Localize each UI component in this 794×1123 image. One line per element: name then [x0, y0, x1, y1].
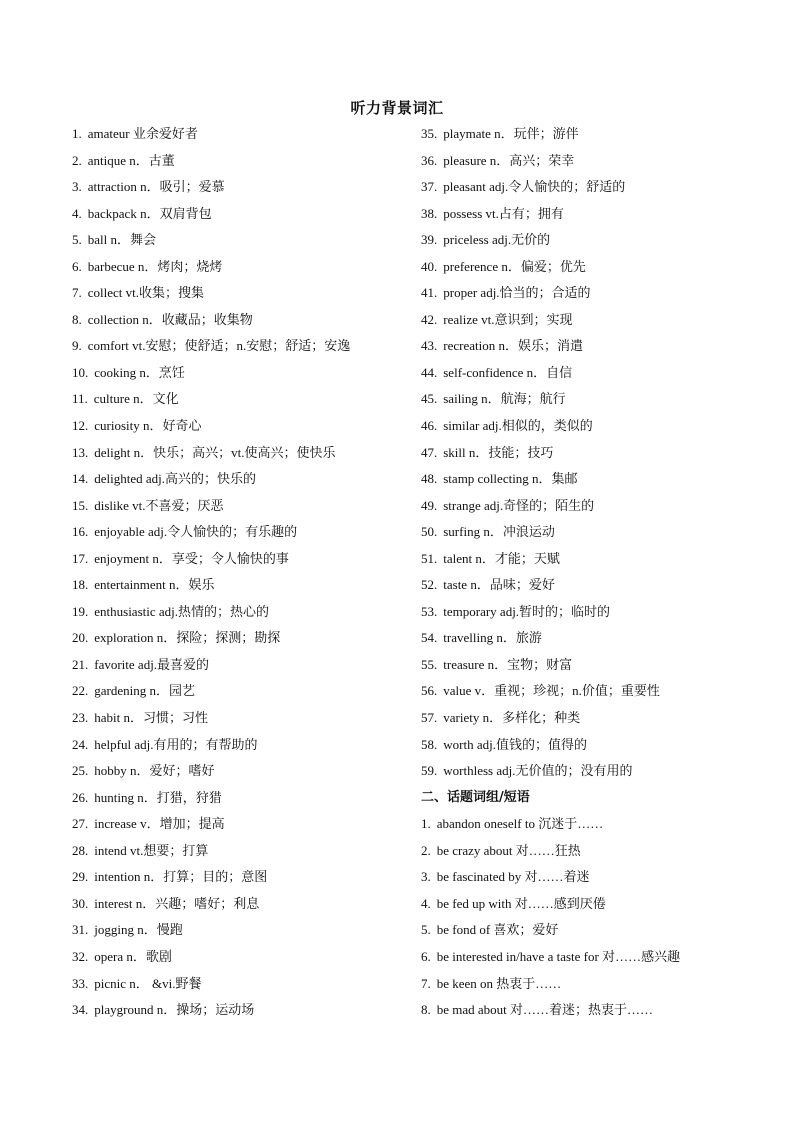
list-item [421, 148, 751, 175]
list-item [72, 519, 412, 546]
list-item [72, 413, 412, 440]
item-text: collection n．收藏品；收集物 [87, 311, 253, 327]
item-number: 22 . [72, 678, 88, 705]
item-number: 36 . [421, 148, 437, 175]
item-number: 1 . [72, 121, 82, 148]
item-text: gardening n．园艺 [94, 683, 195, 699]
item-text: enjoyable adj.令人愉快的；有乐趣的 [94, 524, 298, 540]
list-item [421, 971, 751, 998]
vocabulary-column-left [72, 121, 412, 1024]
item-text: ball n．舞会 [87, 232, 156, 248]
item-number: 27 . [72, 811, 88, 838]
list-item [421, 360, 751, 387]
list-item [421, 838, 751, 865]
list-item [72, 386, 412, 413]
item-text: similar adj.相似的，类似的 [443, 418, 593, 434]
list-item [72, 572, 412, 599]
item-number: 59 . [421, 758, 437, 785]
list-item [72, 360, 412, 387]
item-text: increase v．增加；提高 [94, 816, 225, 832]
list-item [72, 148, 412, 175]
item-number: 11 . [72, 386, 88, 413]
item-text: delight n．快乐；高兴；vt.使高兴；使快乐 [94, 444, 336, 460]
item-text: treasure n．宝物；财富 [443, 656, 573, 672]
item-number: 17 . [72, 546, 88, 573]
list-item [421, 201, 751, 228]
item-text: cooking n．烹饪 [94, 364, 185, 380]
list-item [421, 280, 751, 307]
item-text: backpack n．双肩背包 [87, 205, 212, 221]
list-item [72, 864, 412, 891]
list-item [72, 227, 412, 254]
item-number: 45 . [421, 386, 437, 413]
item-number: 4 . [421, 891, 431, 918]
item-number: 52 . [421, 572, 437, 599]
list-item [421, 254, 751, 281]
item-number: 7 . [72, 280, 82, 307]
item-number: 57 . [421, 705, 437, 732]
item-number: 30 . [72, 891, 88, 918]
item-text: enjoyment n．享受；令人愉快的事 [94, 550, 289, 566]
list-item [421, 678, 751, 705]
item-text: enthusiastic adj.热情的；热心的 [94, 603, 270, 619]
item-text: strange adj.奇怪的；陌生的 [443, 497, 595, 513]
item-number: 25 . [72, 758, 88, 785]
item-text: travelling n．旅游 [443, 630, 542, 646]
list-item [421, 572, 751, 599]
list-item [421, 307, 751, 334]
item-number: 35 . [421, 121, 437, 148]
list-item [72, 785, 412, 812]
list-item [421, 493, 751, 520]
item-number: 58 . [421, 732, 437, 759]
item-number: 56 . [421, 678, 437, 705]
list-item [421, 652, 751, 679]
list-item [72, 732, 412, 759]
item-text: realize vt.意识到；实现 [443, 311, 573, 327]
list-item [72, 546, 412, 573]
item-text: be fed up with 对……感到厌倦 [436, 895, 606, 911]
item-number: 14 . [72, 466, 88, 493]
item-text: taste n．品味；爱好 [443, 577, 555, 593]
item-text: favorite adj.最喜爱的 [94, 656, 210, 672]
item-number: 18 . [72, 572, 88, 599]
item-number: 12 . [72, 413, 88, 440]
list-item [72, 440, 412, 467]
item-number: 34 . [72, 997, 88, 1024]
item-text: helpful adj.有用的；有帮助的 [94, 736, 258, 752]
list-item [421, 891, 751, 918]
item-number: 31 . [72, 917, 88, 944]
item-number: 29 . [72, 864, 88, 891]
list-item [421, 944, 751, 971]
item-number: 48 . [421, 466, 437, 493]
list-item [72, 466, 412, 493]
item-text: collect vt.收集；搜集 [87, 285, 205, 301]
item-text: possess vt.占有；拥有 [443, 205, 564, 221]
list-item [72, 811, 412, 838]
list-item [72, 944, 412, 971]
item-text: self-confidence n．自信 [443, 364, 573, 380]
item-number: 26 . [72, 785, 88, 812]
item-text: be crazy about 对……狂热 [436, 842, 581, 858]
item-number: 33 . [72, 971, 88, 998]
item-number: 46 . [421, 413, 437, 440]
item-number: 44 . [421, 360, 437, 387]
list-item [72, 917, 412, 944]
item-number: 2 . [72, 148, 82, 175]
list-item [421, 174, 751, 201]
item-number: 20 . [72, 625, 88, 652]
list-item [72, 201, 412, 228]
list-item [421, 227, 751, 254]
item-number: 2 . [421, 838, 431, 865]
item-number: 5 . [421, 917, 431, 944]
item-text: pleasant adj.令人愉快的；舒适的 [443, 179, 626, 195]
item-number: 49 . [421, 493, 437, 520]
list-item [421, 440, 751, 467]
item-number: 4 . [72, 201, 82, 228]
item-number: 55 . [421, 652, 437, 679]
list-item [421, 811, 751, 838]
item-number: 16 . [72, 519, 88, 546]
item-number: 13 . [72, 440, 88, 467]
item-number: 47 . [421, 440, 437, 467]
item-number: 9 . [72, 333, 82, 360]
item-number: 42 . [421, 307, 437, 334]
item-text: hobby n．爱好；嗜好 [94, 763, 215, 779]
item-number: 32 . [72, 944, 88, 971]
item-text: exploration n．探险；探测；勘探 [94, 630, 281, 646]
item-text: playmate n．玩伴；游伴 [443, 126, 579, 141]
item-text: surfing n．冲浪运动 [443, 524, 555, 540]
item-number: 21 . [72, 652, 88, 679]
item-text: hunting n．打猎，狩猎 [94, 789, 222, 805]
item-number: 28 . [72, 838, 88, 865]
item-number: 53 . [421, 599, 437, 626]
item-number: 6 . [421, 944, 431, 971]
item-text: entertainment n．娱乐 [94, 577, 215, 593]
list-item [421, 997, 751, 1024]
item-number: 1 . [421, 811, 431, 838]
list-item [72, 705, 412, 732]
list-item [72, 652, 412, 679]
list-item [421, 599, 751, 626]
item-number: 24 . [72, 732, 88, 759]
list-item [72, 758, 412, 785]
list-item [72, 333, 412, 360]
list-item [421, 519, 751, 546]
item-text: sailing n．航海；航行 [443, 391, 566, 407]
item-text: barbecue n．烤肉；烧烤 [87, 258, 223, 274]
item-text: temporary adj.暂时的；临时的 [443, 603, 611, 619]
item-text: be fond of 喜欢；爱好 [436, 922, 559, 938]
item-number: 8 . [72, 307, 82, 334]
item-number: 15 . [72, 493, 88, 520]
item-text: intend vt.想要；打算 [94, 842, 209, 858]
list-item [421, 705, 751, 732]
list-item [421, 546, 751, 573]
item-number: 41 . [421, 280, 437, 307]
item-number: 40 . [421, 254, 437, 281]
item-text: be fascinated by 对……着迷 [436, 869, 590, 885]
item-text: worth adj.值钱的；值得的 [443, 736, 587, 752]
list-item [421, 121, 751, 148]
list-item [421, 413, 751, 440]
item-number: 54 . [421, 625, 437, 652]
item-text: intention n．打算；目的；意图 [94, 869, 268, 885]
list-item [421, 864, 751, 891]
item-text: be mad about 对……着迷；热衷于…… [436, 1002, 654, 1018]
item-number: 5 . [72, 227, 82, 254]
item-text: variety n．多样化；种类 [443, 710, 581, 726]
list-item [72, 121, 412, 148]
item-number: 8 . [421, 997, 431, 1024]
item-text: be interested in/have a taste for 对……感兴趣 [436, 948, 681, 964]
item-text: preference n．偏爱；优先 [443, 258, 586, 274]
item-text: value v．重视；珍视；n.价值；重要性 [443, 683, 660, 699]
item-text: be keen on 热衷于…… [436, 975, 562, 991]
list-item [72, 971, 412, 998]
item-number: 38 . [421, 201, 437, 228]
item-number: 10 . [72, 360, 88, 387]
list-item [421, 466, 751, 493]
item-number: 3 . [421, 864, 431, 891]
list-item [421, 758, 751, 785]
list-item [72, 625, 412, 652]
list-item [421, 917, 751, 944]
item-text: antique n．古董 [87, 152, 175, 168]
list-item [72, 599, 412, 626]
list-item [72, 678, 412, 705]
item-text: jogging n．慢跑 [94, 922, 183, 938]
item-number: 19 . [72, 599, 88, 626]
item-number: 23 . [72, 705, 88, 732]
list-item [421, 625, 751, 652]
list-item [421, 386, 751, 413]
item-text: amateur 业余爱好者 [87, 126, 198, 141]
item-text: recreation n．娱乐；消遣 [443, 338, 583, 354]
list-item [72, 838, 412, 865]
list-item [72, 307, 412, 334]
item-number: 37 . [421, 174, 437, 201]
item-text: pleasure n．高兴；荣幸 [443, 152, 575, 168]
page-title: 听力背景词汇 [350, 99, 444, 117]
item-number: 39 . [421, 227, 437, 254]
list-item [72, 254, 412, 281]
item-text: priceless adj.无价的 [443, 232, 551, 248]
item-text: playground n．操场；运动场 [94, 1002, 255, 1018]
item-number: 50 . [421, 519, 437, 546]
list-item [72, 174, 412, 201]
section-heading: 二、话题词组/短语 [421, 789, 530, 805]
vocabulary-column-right [421, 121, 751, 1024]
list-item [421, 732, 751, 759]
item-text: abandon oneself to 沉迷于…… [436, 816, 604, 832]
item-text: habit n．习惯；习性 [94, 710, 208, 726]
item-text: interest n．兴趣；嗜好；利息 [94, 895, 260, 911]
item-text: comfort vt.安慰；使舒适；n.安慰；舒适；安逸 [87, 338, 351, 354]
item-text: proper adj.恰当的；合适的 [443, 285, 591, 301]
item-text: talent n．才能；天赋 [443, 550, 560, 566]
list-item [421, 333, 751, 360]
item-text: delighted adj.高兴的；快乐的 [94, 471, 257, 487]
item-text: opera n．歌剧 [94, 948, 172, 964]
list-item [72, 997, 412, 1024]
item-text: stamp collecting n．集邮 [443, 471, 578, 487]
item-text: attraction n．吸引；爱慕 [87, 179, 225, 195]
list-item [72, 493, 412, 520]
item-text: curiosity n．好奇心 [94, 418, 202, 434]
item-text: worthless adj.无价值的；没有用的 [443, 763, 633, 779]
item-number: 43 . [421, 333, 437, 360]
list-item [72, 891, 412, 918]
list-item [72, 280, 412, 307]
item-text: dislike vt.不喜爱；厌恶 [94, 497, 224, 513]
item-number: 3 . [72, 174, 82, 201]
item-number: 6 . [72, 254, 82, 281]
item-text: skill n．技能；技巧 [443, 444, 554, 460]
item-text: culture n．文化 [93, 391, 179, 407]
item-number: 7 . [421, 971, 431, 998]
item-text: picnic n． &vi.野餐 [94, 975, 202, 991]
item-number: 51 . [421, 546, 437, 573]
